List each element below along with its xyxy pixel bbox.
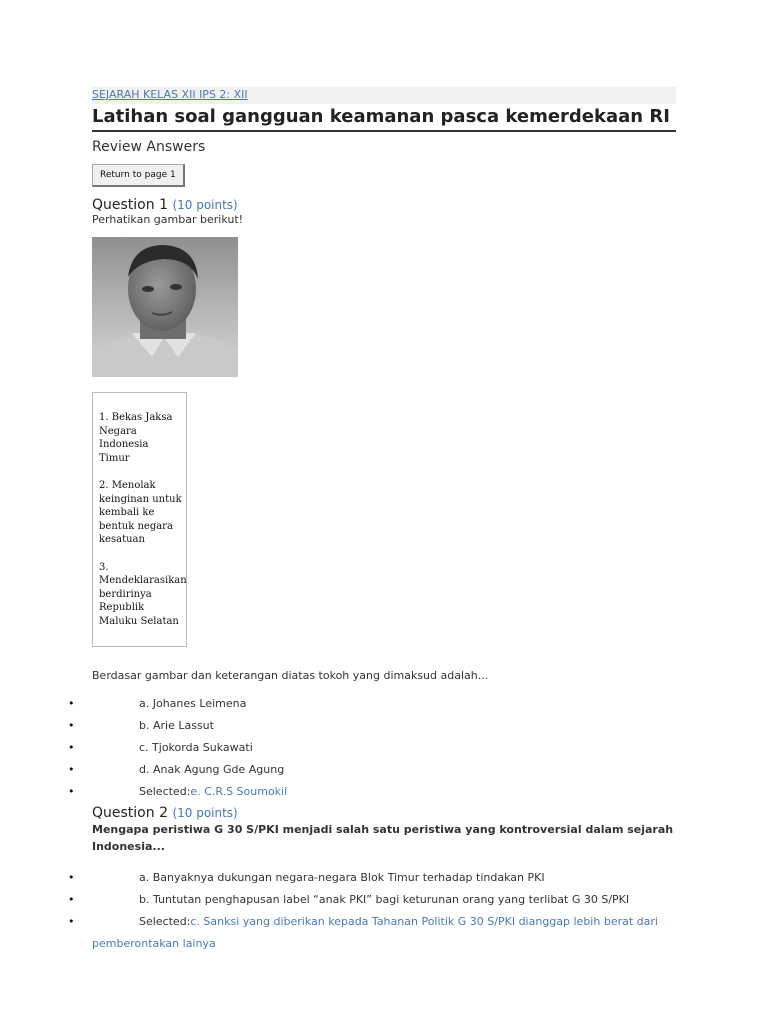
return-to-page-button[interactable]: Return to page 1: [92, 164, 185, 187]
answer-option: • b. Tuntutan penghapusan label “anak PKI” bagi keturunan orang yang terlibat G 30 S/PKI: [68, 893, 630, 906]
clue-item: 3. Mendeklarasikan berdirinya Republik Maluku Selatan: [99, 561, 187, 627]
question-1-label: Question 1: [92, 197, 168, 213]
answer-option: • a. Banyaknya dukungan negara-negara Blok Timur terhadap tindakan PKI: [68, 871, 545, 884]
breadcrumb: [92, 87, 676, 104]
quiz-review-page: [68, 87, 676, 955]
question-1-points: (10 points): [172, 198, 238, 212]
answer-option: • c. Tjokorda Sukawati: [68, 741, 253, 754]
question-2-text: Mengapa peristiwa G 30 S/PKI menjadi salah satu peristiwa yang kontroversial dalam sejarah Indonesia...: [92, 823, 674, 853]
portrait-image: [92, 237, 238, 377]
selected-answer: • Selected:e. C.R.S Soumokil: [68, 785, 288, 798]
answer-option: • d. Anak Agung Gde Agung: [68, 763, 285, 776]
question-2-label: Question 2: [92, 805, 168, 821]
question-2-header: [92, 805, 676, 821]
question-1-options: [68, 697, 676, 799]
selected-answer: • Selected:c. Sanksi yang diberikan kepada Tahanan Politik G 30 S/PKI dianggap lebih berat dari pemberontakan lainya: [68, 915, 658, 950]
clue-box: [92, 392, 187, 647]
question-1-header: [92, 197, 676, 213]
answer-option: • b. Arie Lassut: [68, 719, 214, 732]
clue-item: 1. Bekas Jaksa Negara Indonesia Timur: [99, 412, 173, 464]
question-2-options: [68, 871, 676, 955]
question-2-points: (10 points): [172, 806, 238, 820]
question-1-prompt: Berdasar gambar dan keterangan diatas tokoh yang dimaksud adalah...: [92, 669, 489, 682]
page-title: Latihan soal gangguan keamanan pasca kemerdekaan RI: [92, 104, 676, 132]
answer-option: • a. Johanes Leimena: [68, 697, 247, 710]
portrait-photo: [92, 237, 238, 377]
question-1-text: Perhatikan gambar berikut!: [92, 213, 244, 226]
review-subtitle: Review Answers: [92, 139, 206, 155]
breadcrumb-course-link[interactable]: SEJARAH KELAS XII IPS 2: XII: [92, 88, 248, 101]
clue-item: 2. Menolak keinginan untuk kembali ke bentuk negara kesatuan: [99, 480, 182, 545]
